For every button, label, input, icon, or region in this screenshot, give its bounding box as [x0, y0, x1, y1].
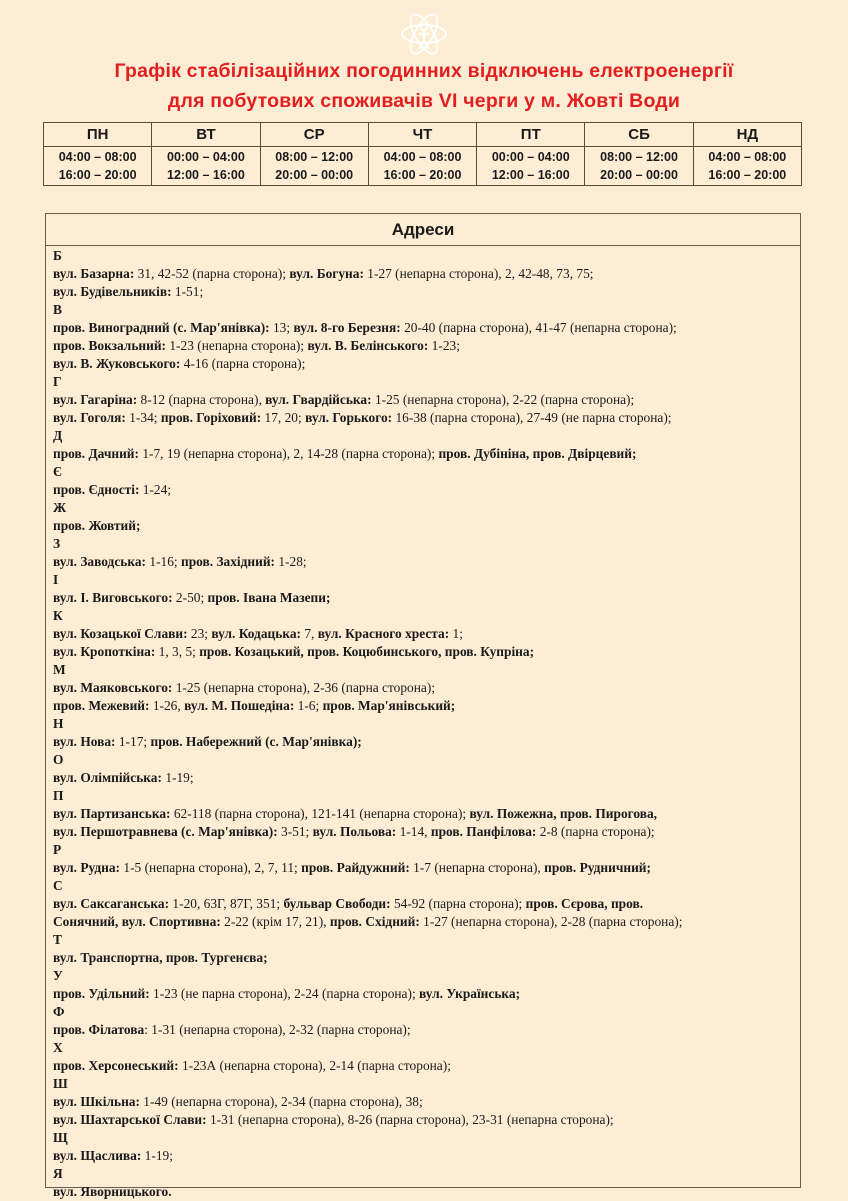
- house-numbers: 13;: [269, 320, 294, 335]
- street-name: вул. М. Пошедіна:: [184, 698, 295, 713]
- house-numbers: 3-51;: [277, 824, 313, 839]
- address-line: [53, 355, 800, 373]
- addresses-header: Адреси: [46, 214, 800, 246]
- address-line: [53, 1183, 800, 1201]
- day-header: СР: [260, 123, 368, 147]
- schedule-table: [43, 122, 802, 186]
- letter-heading: Д: [53, 428, 63, 443]
- letter-heading: Н: [53, 716, 64, 731]
- house-numbers: 1-14,: [396, 824, 431, 839]
- street-name: вул. Гвардійська:: [265, 392, 372, 407]
- house-numbers: 1-7, 19 (непарна сторона), 2, 14-28 (парна сторона);: [138, 446, 439, 461]
- time-slot-1: 08:00 – 12:00: [275, 150, 354, 164]
- address-line: [53, 733, 800, 751]
- street-name: вул. В. Белінського:: [307, 338, 429, 353]
- letter-heading: Ф: [53, 1004, 65, 1019]
- letter-heading: Ш: [53, 1076, 68, 1091]
- house-numbers: 1-19;: [161, 770, 194, 785]
- address-line: [53, 697, 800, 715]
- street-name: вул. Пожежна, пров. Пирогова,: [469, 806, 658, 821]
- address-line: [53, 553, 800, 571]
- house-numbers: 1-5 (непарна сторона), 2, 7, 11;: [120, 860, 302, 875]
- street-name: вул. Рудна:: [53, 860, 121, 875]
- street-name: вул. Козацької Слави:: [53, 626, 188, 641]
- address-line: [53, 517, 800, 535]
- street-name: вул. Нова:: [53, 734, 116, 749]
- house-numbers: 1-27 (непарна сторона), 2-28 (парна сторона);: [419, 914, 683, 929]
- street-name: вул. Яворницького.: [53, 1184, 172, 1199]
- address-line: [53, 895, 800, 913]
- house-numbers: 1-16;: [146, 554, 181, 569]
- street-name: вул. Кропоткіна:: [53, 644, 156, 659]
- letter-heading: С: [53, 878, 63, 893]
- house-numbers: : 1-31 (непарна сторона), 2-32 (парна сторона);: [144, 1022, 411, 1037]
- title-line-1: Графік стабілізаційних погодинних відключень електроенергії: [114, 60, 734, 82]
- address-line: [53, 805, 800, 823]
- house-numbers: 17, 20;: [261, 410, 306, 425]
- time-slot-2: 20:00 – 00:00: [600, 168, 678, 182]
- house-numbers: 1-7 (непарна сторона),: [409, 860, 545, 875]
- house-numbers: 23;: [187, 626, 212, 641]
- street-name: пров. Філатова: [53, 1022, 145, 1037]
- address-line: [53, 1021, 800, 1039]
- street-name: пров. Рудничний;: [544, 860, 651, 875]
- addresses-list: [46, 246, 800, 1201]
- street-name: вул. Гоголя:: [53, 410, 126, 425]
- house-numbers: 1-51;: [171, 284, 204, 299]
- house-numbers: 2-50;: [172, 590, 208, 605]
- address-line: [53, 949, 800, 967]
- address-line: [53, 859, 800, 877]
- street-name: бульвар Свободи:: [283, 896, 391, 911]
- time-slot-2: 20:00 – 00:00: [275, 168, 354, 182]
- time-slot-2: 12:00 – 16:00: [491, 168, 570, 182]
- street-name: вул. Будівельників:: [53, 284, 172, 299]
- letter-heading: Б: [53, 248, 62, 263]
- address-line: [53, 1147, 800, 1165]
- letter-heading: В: [53, 302, 62, 317]
- address-line: [53, 283, 800, 301]
- address-line: [53, 1093, 800, 1111]
- house-numbers: 4-16 (парна сторона);: [180, 356, 306, 371]
- time-slot-1: 08:00 – 12:00: [600, 150, 678, 164]
- street-name: пров. Єдності:: [53, 482, 140, 497]
- street-name: вул. Богуна:: [289, 266, 364, 281]
- street-name: вул. Шкільна:: [53, 1094, 140, 1109]
- house-numbers: 1-20, 63Г, 87Г, 351;: [169, 896, 284, 911]
- day-header: ВТ: [152, 123, 260, 147]
- addresses-panel: [45, 213, 801, 1199]
- time-slot-2: 16:00 – 20:00: [708, 168, 787, 182]
- street-name: пров. Межевий:: [53, 698, 150, 713]
- day-time-slots: [368, 147, 476, 186]
- letter-heading: Є: [53, 464, 63, 479]
- time-slot-2: 16:00 – 20:00: [58, 168, 137, 182]
- street-name: вул. Заводська:: [53, 554, 147, 569]
- house-numbers: 2-22 (крім 17, 21),: [220, 914, 330, 929]
- letter-heading: І: [53, 572, 59, 587]
- address-line: [53, 643, 800, 661]
- time-slot-1: 00:00 – 04:00: [491, 150, 570, 164]
- house-numbers: 8-12 (парна сторона),: [137, 392, 266, 407]
- day-time-slots: [585, 147, 693, 186]
- street-name: вул. Партизанська:: [53, 806, 171, 821]
- street-name: пров. Дачний:: [53, 446, 139, 461]
- day-header: ПН: [44, 123, 152, 147]
- street-name: пров. Козацький, пров. Коцюбинського, пров. Купріна;: [199, 644, 535, 659]
- letter-heading: М: [53, 662, 66, 677]
- address-line: [53, 319, 800, 337]
- letter-heading: К: [53, 608, 63, 623]
- house-numbers: 1-26,: [149, 698, 185, 713]
- street-name: вул. Кодацька:: [211, 626, 301, 641]
- address-line: [53, 481, 800, 499]
- house-numbers: 1-24;: [139, 482, 172, 497]
- address-line: [53, 823, 800, 841]
- street-name: вул. В. Жуковського:: [53, 356, 181, 371]
- street-name: вул. Українська;: [419, 986, 521, 1001]
- street-name: вул. Транспортна, пров. Тургенєва;: [53, 950, 268, 965]
- address-line: [53, 913, 800, 931]
- letter-heading: Щ: [53, 1130, 68, 1145]
- house-numbers: 1;: [449, 626, 463, 641]
- street-name: пров. Райдужний:: [301, 860, 410, 875]
- house-numbers: 1, 3, 5;: [155, 644, 200, 659]
- address-line: [53, 679, 800, 697]
- letter-heading: Х: [53, 1040, 63, 1055]
- street-name: пров. Виноградний (с. Мар'янівка):: [53, 320, 270, 335]
- letter-heading: П: [53, 788, 64, 803]
- street-name: вул. Базарна:: [53, 266, 135, 281]
- house-numbers: 1-6;: [294, 698, 323, 713]
- letter-heading: Р: [53, 842, 62, 857]
- house-numbers: 1-25 (непарна сторона), 2-36 (парна сторона);: [172, 680, 436, 695]
- letter-heading: З: [53, 536, 61, 551]
- time-slot-1: 04:00 – 08:00: [383, 150, 462, 164]
- time-slot-row: [44, 147, 802, 186]
- house-numbers: 1-49 (непарна сторона), 2-34 (парна сторона), 38;: [139, 1094, 423, 1109]
- address-line: [53, 337, 800, 355]
- street-name: вул. Шахтарської Слави:: [53, 1112, 207, 1127]
- day-time-slots: [152, 147, 260, 186]
- time-slot-2: 16:00 – 20:00: [383, 168, 462, 182]
- street-name: пров. Вокзальний:: [53, 338, 167, 353]
- street-name: пров. Івана Мазепи;: [207, 590, 331, 605]
- house-numbers: 54-92 (парна сторона);: [390, 896, 526, 911]
- letter-heading: Ж: [53, 500, 67, 515]
- address-line: [53, 391, 800, 409]
- house-numbers: 1-25 (непарна сторона), 2-22 (парна сторона);: [371, 392, 635, 407]
- house-numbers: 2-8 (парна сторона);: [536, 824, 655, 839]
- street-name: пров. Панфілова:: [430, 824, 537, 839]
- title-line-2: для побутових споживачів VI черги у м. Жовті Води: [167, 90, 681, 112]
- address-line: [53, 1057, 800, 1075]
- street-name: вул. 8-го Березня:: [293, 320, 401, 335]
- street-name: пров. Східний:: [329, 914, 420, 929]
- street-name: вул. Олімпійська:: [53, 770, 162, 785]
- day-time-slots: [260, 147, 368, 186]
- street-name: пров. Горіховий:: [160, 410, 262, 425]
- street-name: Сонячний, вул. Спортивна:: [53, 914, 221, 929]
- day-time-slots: [693, 147, 801, 186]
- house-numbers: 20-40 (парна сторона), 41-47 (непарна сторона);: [400, 320, 677, 335]
- street-name: пров. Набережний (с. Мар'янівка);: [150, 734, 362, 749]
- address-line: [53, 769, 800, 787]
- house-numbers: 1-19;: [141, 1148, 173, 1163]
- house-numbers: 1-23;: [428, 338, 460, 353]
- day-header: НД: [693, 123, 801, 147]
- letter-heading: О: [53, 752, 64, 767]
- address-line: [53, 445, 800, 463]
- street-name: вул. Першотравнева (с. Мар'янівка):: [53, 824, 278, 839]
- street-name: вул. І. Виговського:: [53, 590, 173, 605]
- day-header: СБ: [585, 123, 693, 147]
- house-numbers: 1-34;: [125, 410, 161, 425]
- letter-heading: Г: [53, 374, 62, 389]
- letter-heading: Я: [53, 1166, 63, 1181]
- street-name: вул. Польова:: [312, 824, 397, 839]
- day-header: ЧТ: [368, 123, 476, 147]
- address-line: [53, 589, 800, 607]
- street-name: пров. Західний:: [181, 554, 276, 569]
- house-numbers: 1-28;: [275, 554, 307, 569]
- day-header-row: [44, 123, 802, 147]
- house-numbers: 31, 42-52 (парна сторона);: [134, 266, 290, 281]
- house-numbers: 7,: [301, 626, 318, 641]
- address-line: [53, 625, 800, 643]
- address-line: [53, 1111, 800, 1129]
- day-time-slots: [44, 147, 152, 186]
- time-slot-1: 04:00 – 08:00: [58, 150, 137, 164]
- street-name: вул. Маяковського:: [53, 680, 173, 695]
- street-name: вул. Саксаганська:: [53, 896, 170, 911]
- address-line: [53, 409, 800, 427]
- day-header: ПТ: [477, 123, 585, 147]
- time-slot-1: 00:00 – 04:00: [167, 150, 245, 164]
- house-numbers: 62-118 (парна сторона), 121-141 (непарна сторона);: [170, 806, 470, 821]
- address-line: [53, 985, 800, 1003]
- atom-logo-icon: [398, 8, 450, 60]
- time-slot-1: 04:00 – 08:00: [708, 150, 787, 164]
- address-line: [53, 265, 800, 283]
- street-name: пров. Дубініна, пров. Двірцевий;: [438, 446, 637, 461]
- day-time-slots: [477, 147, 585, 186]
- house-numbers: 1-17;: [115, 734, 151, 749]
- street-name: вул. Горького:: [305, 410, 393, 425]
- house-numbers: 1-23А (непарна сторона), 2-14 (парна сторона);: [178, 1058, 451, 1073]
- time-slot-2: 12:00 – 16:00: [167, 168, 245, 182]
- house-numbers: 16-38 (парна сторона), 27-49 (не парна сторона);: [392, 410, 672, 425]
- street-name: вул. Щаслива:: [53, 1148, 142, 1163]
- street-name: пров. Херсонеський:: [53, 1058, 179, 1073]
- street-name: вул. Красного хреста:: [317, 626, 450, 641]
- house-numbers: 1-23 (не парна сторона), 2-24 (парна сторона);: [149, 986, 420, 1001]
- house-numbers: 1-23 (непарна сторона);: [166, 338, 308, 353]
- house-numbers: 1-31 (непарна сторона), 8-26 (парна сторона), 23-31 (непарна сторона);: [206, 1112, 614, 1127]
- street-name: пров. Жовтий;: [53, 518, 141, 533]
- street-name: вул. Гагаріна:: [53, 392, 138, 407]
- letter-heading: У: [53, 968, 63, 983]
- street-name: пров. Сєрова, пров.: [525, 896, 644, 911]
- house-numbers: 1-27 (непарна сторона), 2, 42-48, 73, 75;: [363, 266, 594, 281]
- street-name: пров. Мар'янівський;: [322, 698, 456, 713]
- letter-heading: Т: [53, 932, 62, 947]
- street-name: пров. Удільний:: [53, 986, 150, 1001]
